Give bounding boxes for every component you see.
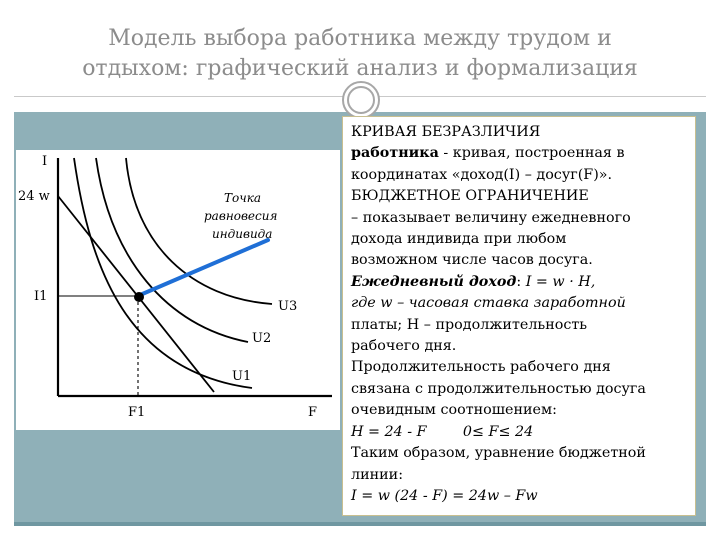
text-line-2 — [351, 143, 689, 164]
y-budget-label: 24 w — [18, 189, 50, 204]
curve-label-u2: U2 — [252, 331, 272, 346]
y-axis-label: I — [42, 154, 48, 169]
text-line-8-colon: : — [516, 273, 526, 290]
text-line-8 — [351, 272, 689, 293]
text-line-6: дохода индивида при любом — [351, 231, 567, 248]
text-line-17: линии: — [351, 466, 404, 483]
text-income-formula: I = w · H, — [525, 273, 596, 290]
text-term-worker: работника — [351, 145, 439, 162]
text-line-9: где w – часовая ставка заработной — [351, 295, 626, 312]
text-line-2-rest: - кривая, построенная в — [438, 145, 625, 162]
text-line-10: платы; H – продолжительность — [351, 316, 588, 333]
annotation-line-3: индивида — [212, 227, 273, 241]
text-line-14: очевидным соотношением: — [351, 402, 557, 419]
text-line-3: координатах «доход(I) – досуг(F)». — [351, 166, 613, 183]
annotation-line-1: Точка — [224, 191, 262, 205]
annotation-line-2: равновесия — [204, 209, 278, 223]
text-line-12: Продолжительность рабочего дня — [351, 359, 611, 376]
text-line-4: БЮДЖЕТНОЕ ОГРАНИЧЕНИЕ — [351, 188, 589, 205]
y-i1-label: I1 — [34, 289, 48, 304]
indifference-chart-panel — [16, 150, 340, 430]
text-line-15: H = 24 - F 0≤ F≤ 24 — [351, 423, 534, 440]
equilibrium-point — [134, 292, 144, 302]
text-line-11: рабочего дня. — [351, 338, 457, 355]
text-line-16: Таким образом, уравнение бюджетной — [351, 445, 646, 462]
text-line-7: возможном числе часов досуга. — [351, 252, 593, 269]
curve-label-u3: U3 — [278, 299, 298, 314]
x-axis-label: F — [308, 405, 318, 420]
text-line-5: – показывает величину ежедневного — [351, 209, 631, 226]
text-line-18: I = w (24 - F) = 24w – Fw — [351, 487, 538, 504]
content-band-edge — [14, 522, 706, 526]
indifference-curve-u2 — [96, 158, 248, 342]
curve-label-u1: U1 — [232, 369, 252, 384]
text-line-13: связана с продолжительностью досуга — [351, 380, 646, 397]
slide-title-line-1: Модель выбора работника между трудом и — [108, 26, 612, 51]
text-term-daily-income: Ежедневный доход — [351, 273, 517, 290]
slide-title — [0, 24, 720, 84]
slide-title-line-2: отдыхом: графический анализ и формализация — [82, 56, 638, 81]
text-line-1: КРИВАЯ БЕЗРАЗЛИЧИЯ — [351, 124, 541, 140]
circle-ornament-icon — [341, 80, 381, 120]
definitions-text-panel — [342, 116, 696, 516]
indifference-chart — [16, 150, 340, 430]
x-f1-label: F1 — [128, 405, 146, 420]
